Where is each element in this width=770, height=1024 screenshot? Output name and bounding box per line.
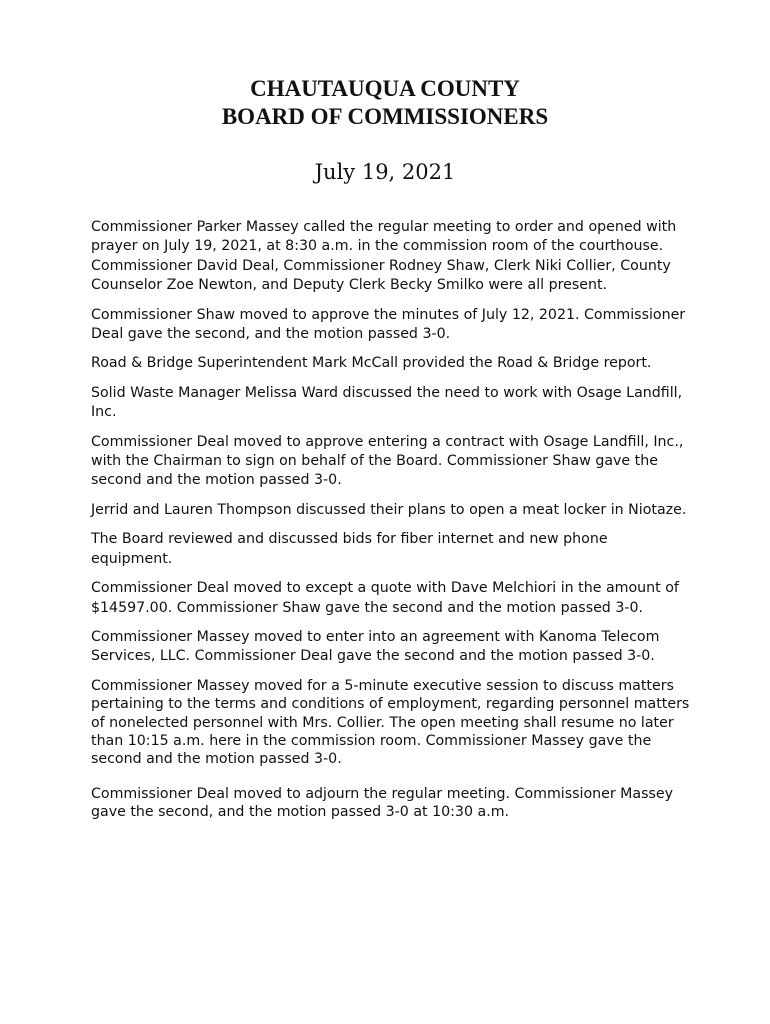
document-title-line2: BOARD OF COMMISSIONERS — [221, 104, 549, 129]
meeting-date: July 19, 2021 — [314, 160, 456, 184]
paragraph-executive-session: Commissioner Massey moved for a 5-minute executive session to discuss matters pertaining to the terms and conditions of employment, regarding personnel matters of nonelected personnel with Mrs. Collier. The open meeting shall resume no later than 10:15 a.m. here in the commission room. Commissioner Massey gave the second and the motion passed 3-0. — [91, 677, 690, 768]
paragraph-meat-locker: Jerrid and Lauren Thompson discussed their plans to open a meat locker in Niotaze. — [91, 501, 687, 518]
paragraph-call-to-order: Commissioner Parker Massey called the regular meeting to order and opened with prayer on July 19, 2021, at 8:30 a.m. in the commission room of the courthouse. Commissioner David Deal, Commissioner Rodney Shaw, Clerk Niki Collier, County Counselor Zoe Newton, and Deputy Clerk Becky Smilko were all present. — [91, 219, 677, 294]
paragraph-fiber-bids: The Board reviewed and discussed bids for fiber internet and new phone equipment. — [91, 531, 608, 567]
paragraph-kanoma-agreement: Commissioner Massey moved to enter into an agreement with Kanoma Telecom Services, LLC. Commissioner Deal gave the second and the motion passed 3-0. — [91, 628, 660, 665]
paragraph-solid-waste: Solid Waste Manager Melissa Ward discussed the need to work with Osage Landfill, Inc. — [91, 384, 683, 421]
paragraph-road-bridge-report: Road & Bridge Superintendent Mark McCall provided the Road & Bridge report. — [91, 355, 652, 372]
minutes-body — [91, 218, 691, 832]
document-title-line1: CHAUTAUQUA COUNTY — [250, 76, 520, 101]
paragraph-adjourn: Commissioner Deal moved to adjourn the regular meeting. Commissioner Massey gave the second, and the motion passed 3-0 at 10:30 a.m. — [91, 785, 674, 821]
paragraph-landfill-contract: Commissioner Deal moved to approve entering a contract with Osage Landfill, Inc., with the Chairman to sign on behalf of the Board. Commissioner Shaw gave the second and the motion passed 3-0. — [91, 433, 684, 489]
paragraph-quote-melchiori: Commissioner Deal moved to except a quote with Dave Melchiori in the amount of $14597.00. Commissioner Shaw gave the second and the motion passed 3-0. — [91, 580, 679, 616]
paragraph-minutes-approval: Commissioner Shaw moved to approve the minutes of July 12, 2021. Commissioner Deal gave the second, and the motion passed 3-0. — [91, 306, 686, 343]
